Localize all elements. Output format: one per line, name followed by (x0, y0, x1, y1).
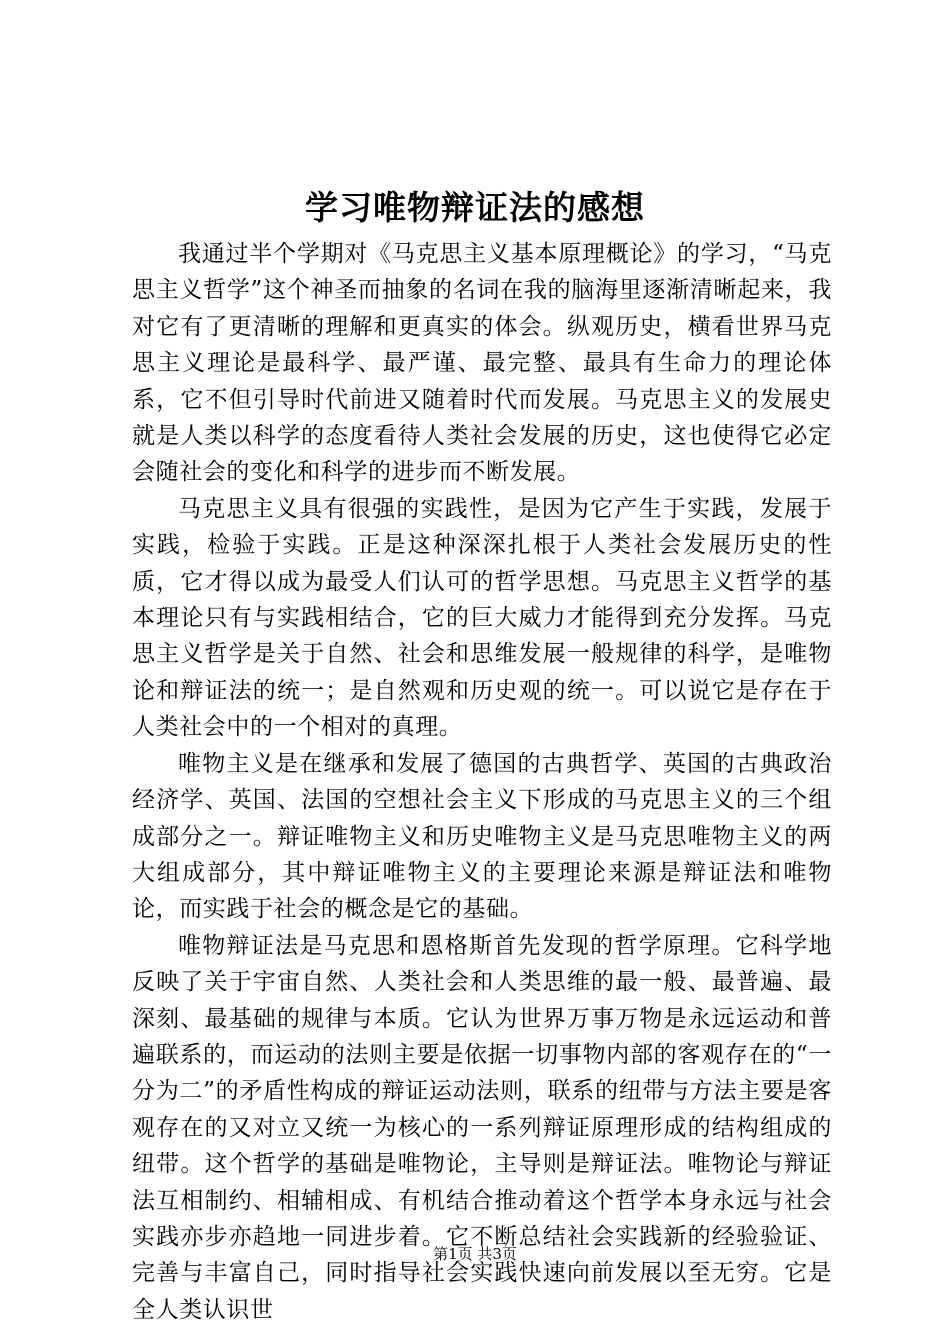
paragraph-3: 唯物主义是在继承和发展了德国的古典哲学、英国的古典政治经济学、英国、法国的空想社会主义下形成的马克思主义的三个组成部分之一。辩证唯物主义和历史唯物主义是马克思唯物主义的两大组成部分，其中辩证唯物主义的主要理论来源是辩证法和唯物论，而实践于社会的概念是它的基础。 (132, 750, 832, 923)
paragraph-2: 马克思主义具有很强的实践性，是因为它产生于实践，发展于实践，检验于实践。正是这种深深扎根于人类社会发展历史的性质，它才得以成为最受人们认可的哲学思想。马克思主义哲学的基本理论只有与实践相结合，它的巨大威力才能得到充分发挥。马克思主义哲学是关于自然、社会和思维发展一般规律的科学，是唯物论和辩证法的统一；是自然观和历史观的统一。可以说它是存在于人类社会中的一个相对的真理。 (132, 495, 832, 741)
page-number-footer: 第1页 共3页 (433, 1245, 517, 1263)
document-body (132, 236, 832, 1328)
document-title: 学习唯物辩证法的感想 (305, 188, 645, 227)
paragraph-4: 唯物辩证法是马克思和恩格斯首先发现的哲学原理。它科学地反映了关于宇宙自然、人类社会和人类思维的最一般、最普遍、最深刻、最基础的规律与本质。它认为世界万事万物是永远运动和普遍联系的，而运动的法则主要是依据一切事物内部的客观存在的“一分为二”的矛盾性构成的辩证运动法则，联系的纽带与方法主要是客观存在的又对立又统一为核心的一系列辩证原理形成的结构组成的纽带。这个哲学的基础是唯物论，主导则是辩证法。唯物论与辩证法互相制约、相辅相成、有机结合推动着这个哲学本身永远与社会实践亦步亦趋地一同进步着。它不断总结社会实践新的经验验证、完善与丰富自己，同时指导社会实践快速向前发展以至无穷。它是全人类认识世 (132, 932, 832, 1323)
paragraph-1: 我通过半个学期对《马克思主义基本原理概论》的学习，“马克思主义哲学”这个神圣而抽象的名词在我的脑海里逐渐清晰起来，我对它有了更清晰的理解和更真实的体会。纵观历史，横看世界马克思主义理论是最科学、最严谨、最完整、最具有生命力的理论体系，它不但引导时代前进又随着时代而发展。马克思主义的发展史就是人类以科学的态度看待人类社会发展的历史，这也使得它必定会随社会的变化和科学的进步而不断发展。 (132, 241, 832, 486)
